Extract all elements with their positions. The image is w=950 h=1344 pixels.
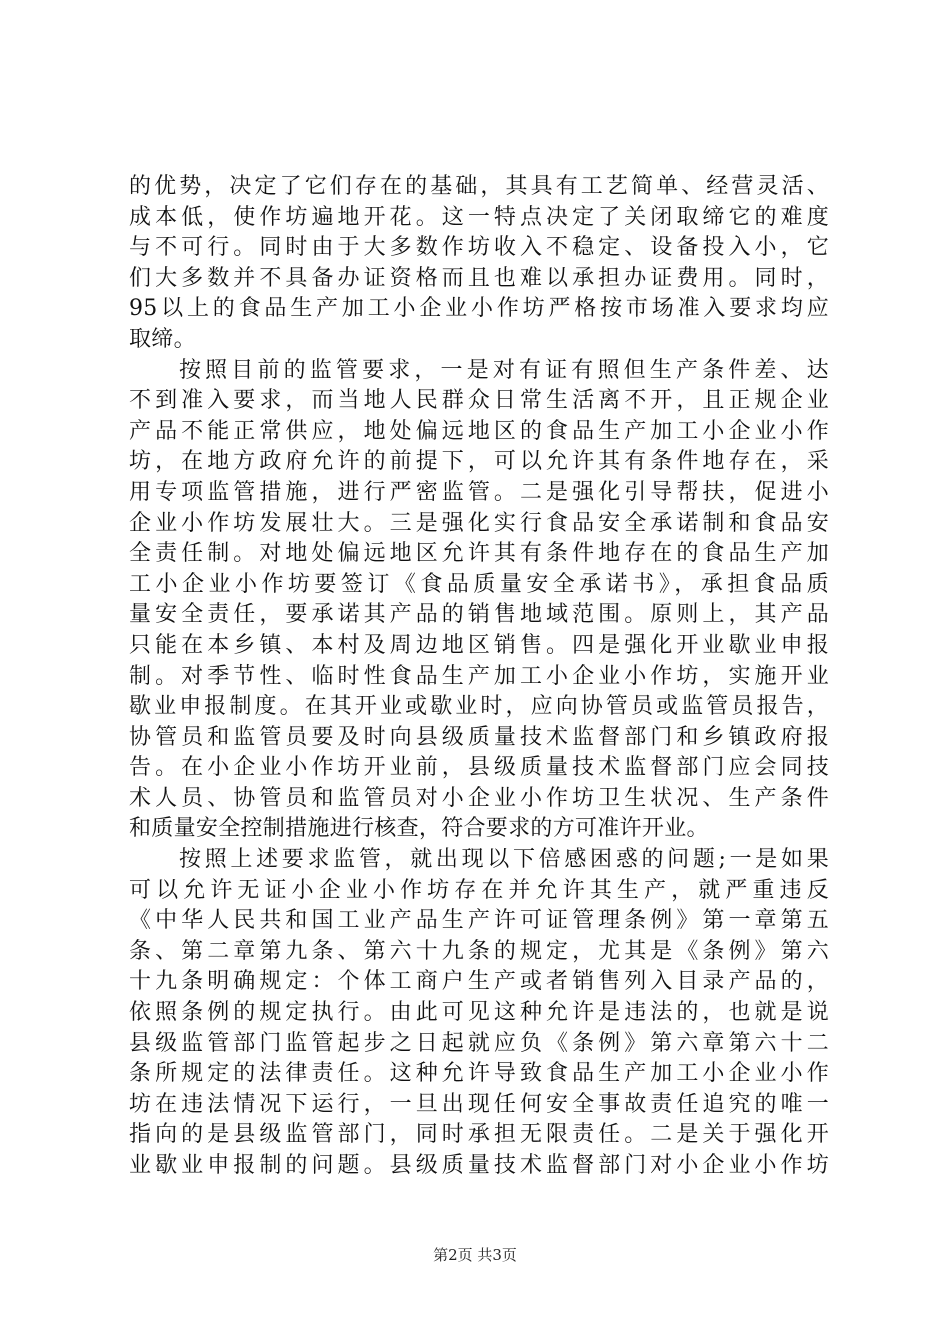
text-line: 依照条例的规定执行。由此可见这种允许是违法的，也就是说: [129, 1000, 829, 1026]
text-line: 可以允许无证小企业小作坊存在并允许其生产，就严重违反: [129, 877, 829, 903]
text-line: 歇业申报制度。在其开业或歇业时，应向协管员或监管员报告，: [129, 694, 829, 720]
text-line: 95以上的食品生产加工小企业小作坊严格按市场准入要求均应: [129, 296, 829, 322]
text-line: 坊在违法情况下运行，一旦出现任何安全事故责任追究的唯一: [129, 1091, 829, 1117]
text-line: 和质量安全控制措施进行核查，符合要求的方可准许开业。: [129, 816, 709, 842]
text-line: 产品不能正常供应，地处偏远地区的食品生产加工小企业小作: [129, 418, 829, 444]
text-line: 按照上述要求监管，就出现以下倍感困惑的问题;一是如果: [179, 847, 829, 873]
text-line: 指向的是县级监管部门，同时承担无限责任。二是关于强化开: [129, 1122, 829, 1148]
text-line: 只能在本乡镇、本村及周边地区销售。四是强化开业歇业申报: [129, 632, 829, 658]
text-line: 与不可行。同时由于大多数作坊收入不稳定、设备投入小，它: [129, 235, 829, 261]
document-body: [129, 172, 829, 1182]
paragraph: [129, 172, 829, 356]
text-line: 成本低，使作坊遍地开花。这一特点决定了关闭取缔它的难度: [129, 204, 829, 230]
text-line: 县级监管部门监管起步之日起就应负《条例》第六章第六十二: [129, 1030, 829, 1056]
text-line: 十九条明确规定：个体工商户生产或者销售列入目录产品的，: [129, 969, 829, 995]
text-line: 告。在小企业小作坊开业前，县级质量技术监督部门应会同技: [129, 755, 829, 781]
paragraph: [129, 356, 829, 846]
text-line: 的优势，决定了它们存在的基础，其具有工艺简单、经营灵活、: [129, 174, 829, 199]
text-line: 条、第二章第九条、第六十九条的规定，尤其是《条例》第六: [129, 938, 829, 964]
text-line: 取缔。: [129, 326, 196, 352]
text-line: 用专项监管措施，进行严密监管。二是强化引导帮扶，促进小: [129, 479, 829, 505]
text-line: 全责任制。对地处偏远地区允许其有条件地存在的食品生产加: [129, 541, 829, 567]
text-line: 《中华人民共和国工业产品生产许可证管理条例》第一章第五: [129, 908, 829, 934]
text-line: 制。对季节性、临时性食品生产加工小企业小作坊，实施开业: [129, 663, 829, 689]
page-footer: 第2页 共3页: [433, 1246, 517, 1264]
text-line: 协管员和监管员要及时向县级质量技术监督部门和乡镇政府报: [129, 724, 829, 750]
text-line: 条所规定的法律责任。这种允许导致食品生产加工小企业小作: [129, 1061, 829, 1087]
text-line: 企业小作坊发展壮大。三是强化实行食品安全承诺制和食品安: [129, 510, 829, 536]
text-line: 量安全责任，要承诺其产品的销售地域范围。原则上，其产品: [129, 602, 829, 628]
text-line: 按照目前的监管要求，一是对有证有照但生产条件差、达: [179, 357, 829, 383]
paragraph: [129, 845, 829, 1182]
text-line: 业歇业申报制的问题。县级质量技术监督部门对小企业小作坊: [129, 1153, 829, 1178]
text-line: 不到准入要求，而当地人民群众日常生活离不开，且正规企业: [129, 388, 829, 414]
text-line: 术人员、协管员和监管员对小企业小作坊卫生状况、生产条件: [129, 785, 829, 811]
text-line: 坊，在地方政府允许的前提下，可以允许其有条件地存在，采: [129, 449, 829, 475]
text-line: 工小企业小作坊要签订《食品质量安全承诺书》，承担食品质: [129, 571, 829, 597]
text-line: 们大多数并不具备办证资格而且也难以承担办证费用。同时，: [129, 265, 829, 291]
